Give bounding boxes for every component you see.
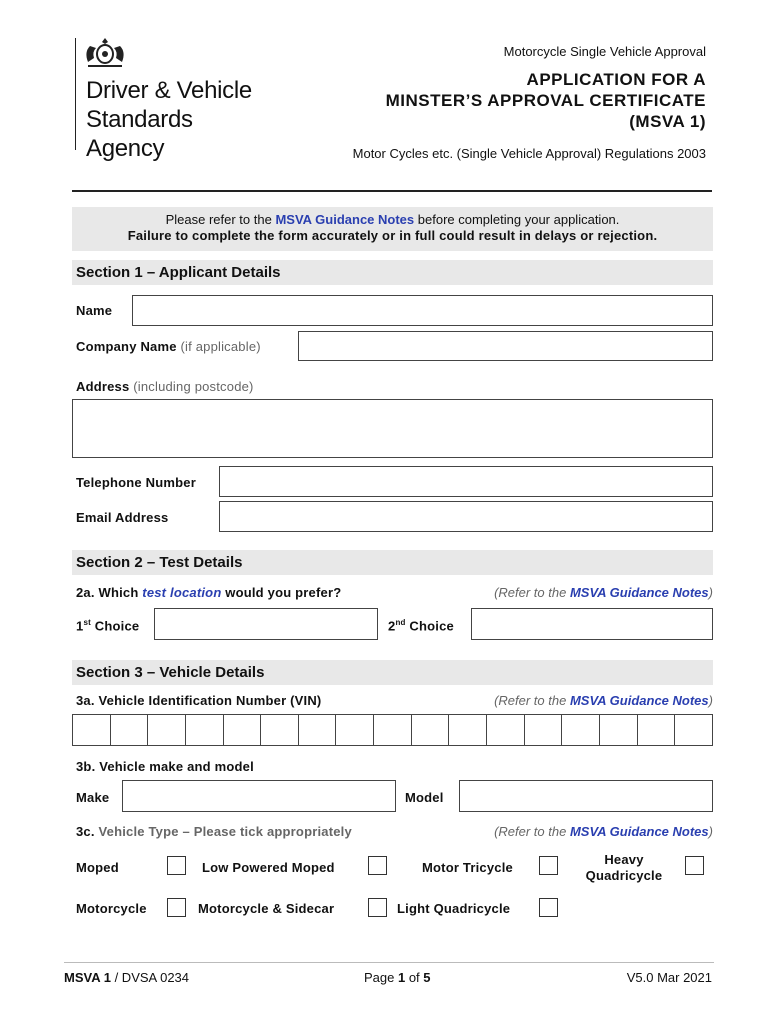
address-field[interactable] (72, 399, 713, 458)
light-quadricycle-label: Light Quadricycle (397, 901, 511, 916)
email-field[interactable] (219, 501, 713, 532)
vin-cell[interactable] (525, 715, 563, 745)
motor-tricycle-label: Motor Tricycle (422, 860, 513, 875)
page-number: Page 1 of 5 (364, 970, 431, 985)
company-label: Company Name (if applicable) (76, 339, 261, 354)
motorcycle-sidecar-label: Motorcycle & Sidecar (198, 901, 335, 916)
guidance-notes-link-2a[interactable]: MSVA Guidance Notes (569, 585, 709, 600)
motorcycle-checkbox[interactable] (167, 898, 186, 917)
second-choice-label: 2nd Choice (388, 618, 454, 634)
refer-hint-2a: (Refer to the MSVA Guidance Notes) (494, 585, 713, 600)
refer-hint-3a: (Refer to the MSVA Guidance Notes) (494, 693, 713, 708)
vin-cell[interactable] (224, 715, 262, 745)
moped-checkbox[interactable] (167, 856, 186, 875)
model-label: Model (405, 790, 444, 805)
telephone-label: Telephone Number (76, 475, 196, 490)
section-3-heading: Section 3 – Vehicle Details (72, 660, 713, 685)
model-field[interactable] (459, 780, 713, 812)
vin-cell[interactable] (562, 715, 600, 745)
heavy-quadricycle-checkbox[interactable] (685, 856, 704, 875)
moped-label: Moped (76, 860, 119, 875)
second-choice-field[interactable] (471, 608, 713, 640)
make-label: Make (76, 790, 110, 805)
refer-hint-3c: (Refer to the MSVA Guidance Notes) (494, 824, 713, 839)
make-field[interactable] (122, 780, 396, 812)
question-3b: 3b. Vehicle make and model (76, 759, 254, 774)
footer-rule (64, 962, 714, 963)
vin-cell[interactable] (374, 715, 412, 745)
question-3a: 3a. Vehicle Identification Number (VIN) (76, 693, 322, 708)
question-2a: 2a. Which test location would you prefer? (76, 585, 342, 600)
agency-name: Driver & Vehicle Standards Agency (86, 77, 252, 162)
regulations-text: Motor Cycles etc. (Single Vehicle Approval) Regulations 2003 (352, 146, 706, 161)
vin-cell[interactable] (600, 715, 638, 745)
form-kicker: Motorcycle Single Vehicle Approval (503, 44, 706, 59)
vin-cell[interactable] (336, 715, 374, 745)
guidance-notes-link[interactable]: MSVA Guidance Notes (275, 212, 415, 227)
light-quadricycle-checkbox[interactable] (539, 898, 558, 917)
heavy-quadricycle-label: Heavy Quadricycle (585, 852, 663, 883)
section-2-heading: Section 2 – Test Details (72, 550, 713, 575)
address-label: Address (including postcode) (76, 379, 254, 394)
test-location-link[interactable]: test location (142, 585, 222, 600)
vin-cell[interactable] (299, 715, 337, 745)
guidance-notice: Please refer to the MSVA Guidance Notes before completing your application. Failure to complete the form accurately or in full could result in delays or rejection. (72, 207, 713, 251)
vin-input-grid[interactable] (72, 714, 713, 746)
vin-cell[interactable] (111, 715, 149, 745)
name-field[interactable] (132, 295, 713, 326)
guidance-notes-link-3a[interactable]: MSVA Guidance Notes (569, 693, 709, 708)
low-powered-moped-label: Low Powered Moped (202, 860, 335, 875)
vin-cell[interactable] (412, 715, 450, 745)
form-title: APPLICATION FOR A MINSTER’S APPROVAL CERTIFICATE (MSVA 1) (385, 70, 706, 131)
vin-cell[interactable] (73, 715, 111, 745)
vin-cell[interactable] (638, 715, 676, 745)
motor-tricycle-checkbox[interactable] (539, 856, 558, 875)
first-choice-label: 1st Choice (76, 618, 140, 634)
motorcycle-label: Motorcycle (76, 901, 147, 916)
vin-cell[interactable] (148, 715, 186, 745)
vin-cell[interactable] (261, 715, 299, 745)
guidance-notes-link-3c[interactable]: MSVA Guidance Notes (569, 824, 709, 839)
vin-cell[interactable] (449, 715, 487, 745)
name-label: Name (76, 303, 113, 318)
low-powered-moped-checkbox[interactable] (368, 856, 387, 875)
first-choice-field[interactable] (154, 608, 378, 640)
section-1-heading: Section 1 – Applicant Details (72, 260, 713, 285)
question-3c: 3c. Vehicle Type – Please tick appropriately (76, 824, 352, 839)
warning-text: Failure to complete the form accurately or in full could result in delays or rejection. (127, 228, 658, 243)
royal-crest-icon (80, 36, 130, 70)
header-rule (72, 190, 712, 192)
vin-cell[interactable] (675, 715, 712, 745)
vin-cell[interactable] (487, 715, 525, 745)
telephone-field[interactable] (219, 466, 713, 497)
company-field[interactable] (298, 331, 713, 361)
email-label: Email Address (76, 510, 169, 525)
version-text: V5.0 Mar 2021 (626, 970, 712, 985)
agency-divider (75, 38, 76, 150)
form-code: MSVA 1 / DVSA 0234 (64, 970, 190, 985)
motorcycle-sidecar-checkbox[interactable] (368, 898, 387, 917)
vin-cell[interactable] (186, 715, 224, 745)
